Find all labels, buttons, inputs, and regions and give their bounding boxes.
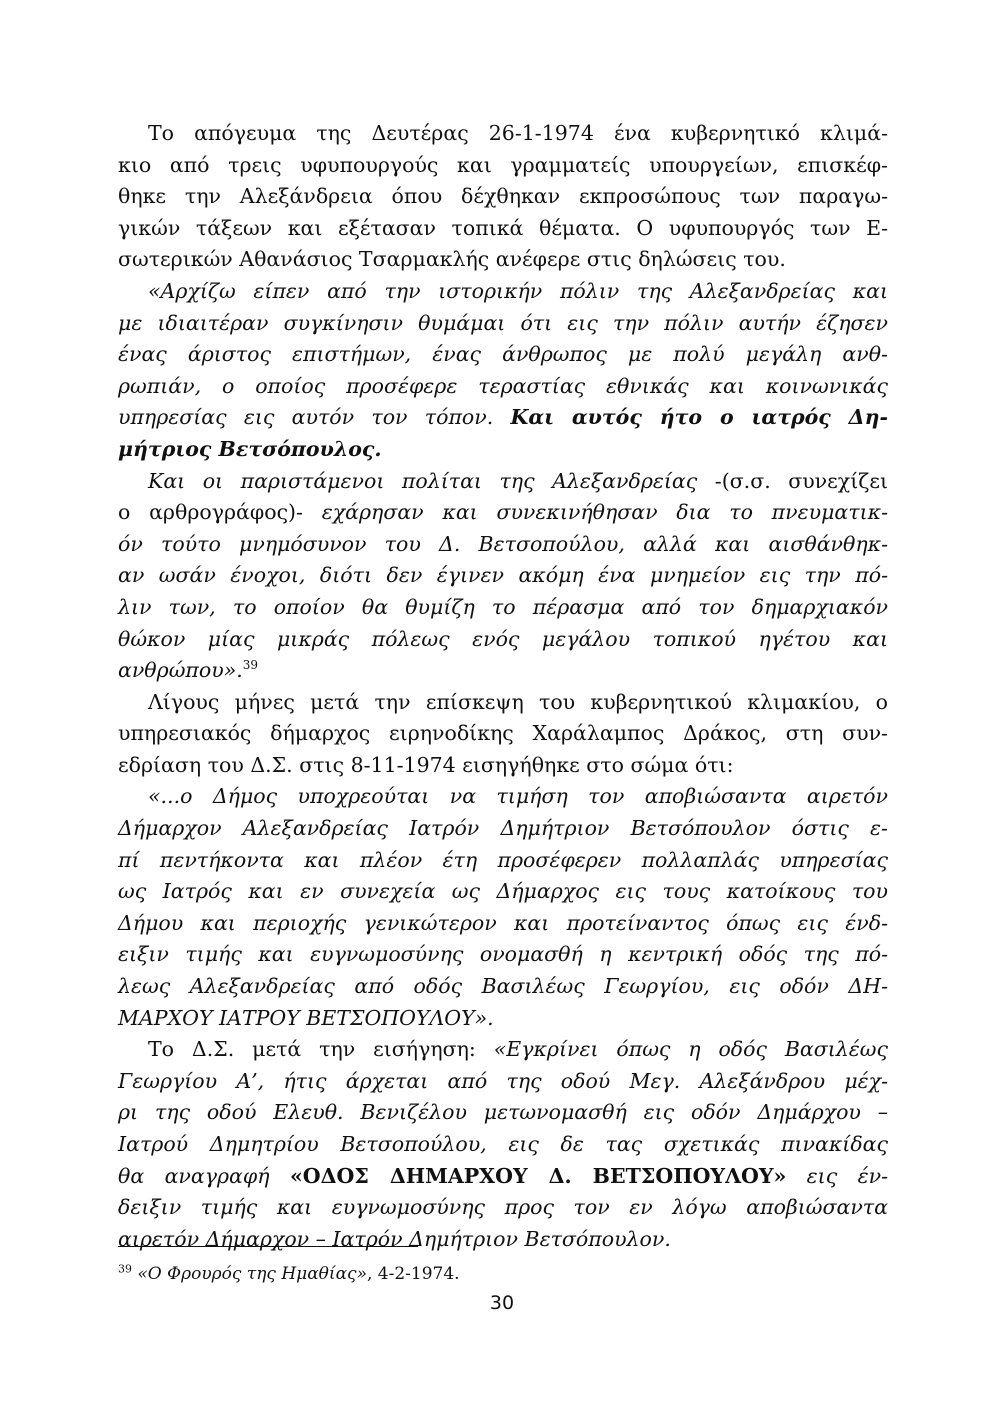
text-segment: ρι της οδού Ελευθ. Βενιζέλου μετωνομασθή εις οδόν Δημάρχου – — [118, 1100, 888, 1125]
text-segment: Και αυτός ήτο ο ιατρός Δη- — [510, 405, 888, 430]
text-line — [118, 402, 888, 434]
page-body — [118, 118, 888, 1255]
text-line — [118, 624, 888, 656]
text-line — [118, 750, 888, 782]
text-segment: Το απόγευμα της Δευτέρας 26-1-1974 ένα κυβερνητικό κλιμά- — [148, 121, 888, 145]
text-segment: με ιδιαιτέραν συγκίνησιν θυμάμαι ότι εις την πόλιν αυτήν έζησεν — [118, 310, 888, 335]
text-line — [118, 1034, 888, 1066]
text-line — [118, 466, 888, 498]
footnote-source: «Ο Φρουρός της Ημαθίας» — [137, 1264, 367, 1284]
text-segment: εχάρησαν και συνεκινήθησαν δια το πνευματικ- — [321, 500, 888, 525]
text-segment: «Εγκρίνει όπως η οδός Βασιλέως — [493, 1037, 888, 1062]
text-line — [118, 592, 888, 624]
text-line — [118, 1003, 888, 1035]
text-line — [118, 1192, 888, 1224]
text-line — [118, 213, 888, 245]
footnote — [118, 1262, 460, 1286]
paragraph — [118, 118, 888, 276]
text-line — [118, 1129, 888, 1161]
footnote-number: 39 — [118, 1262, 132, 1276]
text-segment: -(σ.σ. συνεχίζει — [714, 468, 888, 493]
text-line — [118, 497, 888, 529]
text-segment: Δήμου και περιοχής γενικώτερον και προτείναντος όπως εις ένδ- — [118, 910, 888, 935]
text-line — [118, 244, 888, 276]
paragraph — [118, 781, 888, 1034]
text-segment: σωτερικών Αθανάσιος Τσαρμακλής ανέφερε στις δηλώσεις του. — [118, 247, 786, 272]
paragraph — [118, 1034, 888, 1255]
text-segment: δειξιν τιμής και ευγνωμοσύνης προς τον εν λόγω αποβιώσαντα — [118, 1195, 888, 1220]
footnote-date: , 4-2-1974. — [366, 1264, 460, 1284]
text-line — [118, 845, 888, 877]
text-segment: μήτριος Βετσόπουλος. — [118, 436, 382, 461]
text-line — [118, 308, 888, 340]
text-segment: γικών τάξεων και εξέτασαν τοπικά θέματα. Ο υφυπουργός των Ε- — [118, 215, 888, 240]
text-segment: «ΟΔΟΣ ΔΗΜΑΡΧΟΥ Δ. ΒΕΤΣΟΠΟΥΛΟΥ» — [289, 1163, 787, 1188]
footnote-divider — [118, 1246, 418, 1247]
text-line — [118, 718, 888, 750]
text-segment: Το Δ.Σ. μετά την εισήγηση: — [148, 1037, 494, 1062]
text-segment: ΜΑΡΧΟΥ ΙΑΤΡΟΥ ΒΕΤΣΟΠΟΥΛΟΥ». — [118, 1005, 494, 1030]
text-segment: αιρετόν Δήμαρχον – Ιατρόν Δημήτριον Βετσόπουλον. — [118, 1226, 671, 1251]
text-line — [118, 276, 888, 308]
text-line — [118, 939, 888, 971]
text-line — [118, 371, 888, 403]
text-line — [118, 655, 888, 687]
text-segment: Γεωργίου Α’, ήτις άρχεται από της οδού Μεγ. Αλεξάνδρου μέχ- — [118, 1068, 888, 1093]
text-line — [118, 1224, 888, 1256]
text-line — [118, 1066, 888, 1098]
text-segment: θα αναγραφή — [118, 1163, 290, 1188]
text-segment: ρωπιάν, ο οποίος προσέφερε τεραστίας εθνικάς και κοινωνικάς — [118, 373, 888, 398]
footnote-reference: 39 — [242, 658, 259, 673]
text-segment: θώκον μίας μικράς πόλεως ενός μεγάλου τοπικού ηγέτου και — [118, 626, 888, 651]
text-segment: πί πεντήκοντα και πλέον έτη προσέφερεν πολλαπλάς υπηρεσίας — [118, 847, 888, 872]
page-number: 30 — [489, 1292, 515, 1314]
text-segment: ανθρώπου». — [118, 658, 243, 683]
text-line — [118, 339, 888, 371]
text-line — [118, 118, 888, 150]
text-line — [118, 781, 888, 813]
paragraph — [118, 276, 888, 466]
text-line — [118, 687, 888, 719]
text-line — [118, 908, 888, 940]
text-line — [118, 181, 888, 213]
text-segment: υπηρεσίας εις αυτόν τον τόπον. — [118, 405, 511, 430]
text-line — [118, 529, 888, 561]
text-segment: υπηρεσιακός δήμαρχος ειρηνοδίκης Χαράλαμπος Δράκος, στη συν- — [118, 721, 888, 746]
text-line — [118, 560, 888, 592]
text-segment: ως Ιατρός και εν συνεχεία ως Δήμαρχος εις τους κατοίκους του — [118, 879, 888, 904]
text-segment: «...ο Δήμος υποχρεούται να τιμήση τον αποβιώσαντα αιρετόν — [148, 784, 888, 809]
text-line — [118, 813, 888, 845]
text-segment: Δήμαρχον Αλεξανδρείας Ιατρόν Δημήτριον Βετσόπουλον όστις ε- — [118, 816, 888, 841]
text-line — [118, 876, 888, 908]
text-segment: όν τούτο μνημόσυνον του Δ. Βετσοπούλου, αλλά και αισθάνθηκ- — [118, 531, 888, 556]
text-segment: λεως Αλεξανδρείας από οδός Βασιλέως Γεωργίου, εις οδόν ΔΗ- — [118, 974, 888, 999]
text-line — [118, 434, 888, 466]
text-segment: ειξιν τιμής και ευγνωμοσύνης ονομασθή η κεντρική οδός της πό- — [118, 942, 888, 967]
text-segment: κιο από τρεις υφυπουργούς και γραμματείς υπουργείων, επισκέφ- — [118, 152, 888, 177]
paragraph — [118, 687, 888, 782]
text-segment: λιν των, το οποίον θα θυμίζη το πέρασμα από τον δημαρχιακόν — [118, 594, 888, 619]
text-segment: εδρίαση του Δ.Σ. στις 8-11-1974 εισηγήθηκε στο σώμα ότι: — [118, 752, 734, 777]
paragraph — [118, 466, 888, 687]
text-segment: Ιατρού Δημητρίου Βετσοπούλου, εις δε τας σχετικάς πινακίδας — [118, 1132, 888, 1156]
text-segment: Λίγους μήνες μετά την επίσκεψη του κυβερνητικού κλιμακίου, ο — [148, 689, 888, 714]
text-segment: εις έν- — [786, 1163, 888, 1188]
text-line — [118, 1097, 888, 1129]
text-segment: ένας άριστος επιστήμων, ένας άνθρωπος με πολύ μεγάλη ανθ- — [118, 342, 888, 367]
text-segment: θηκε την Αλεξάνδρεια όπου δέχθηκαν εκπροσώπους των παραγω- — [118, 184, 888, 209]
text-segment: «Αρχίζω είπεν από την ιστορικήν πόλιν της Αλεξανδρείας και — [148, 278, 888, 303]
text-line — [118, 971, 888, 1003]
text-segment: ο αρθρογράφος)- — [118, 500, 322, 525]
text-line — [118, 1161, 888, 1193]
text-segment: αν ωσάν ένοχοι, διότι δεν έγινεν ακόμη ένα μνημείον εις την πό- — [118, 563, 888, 588]
text-segment: Και οι παριστάμενοι πολίται της Αλεξανδρείας — [148, 468, 715, 493]
text-line — [118, 150, 888, 182]
